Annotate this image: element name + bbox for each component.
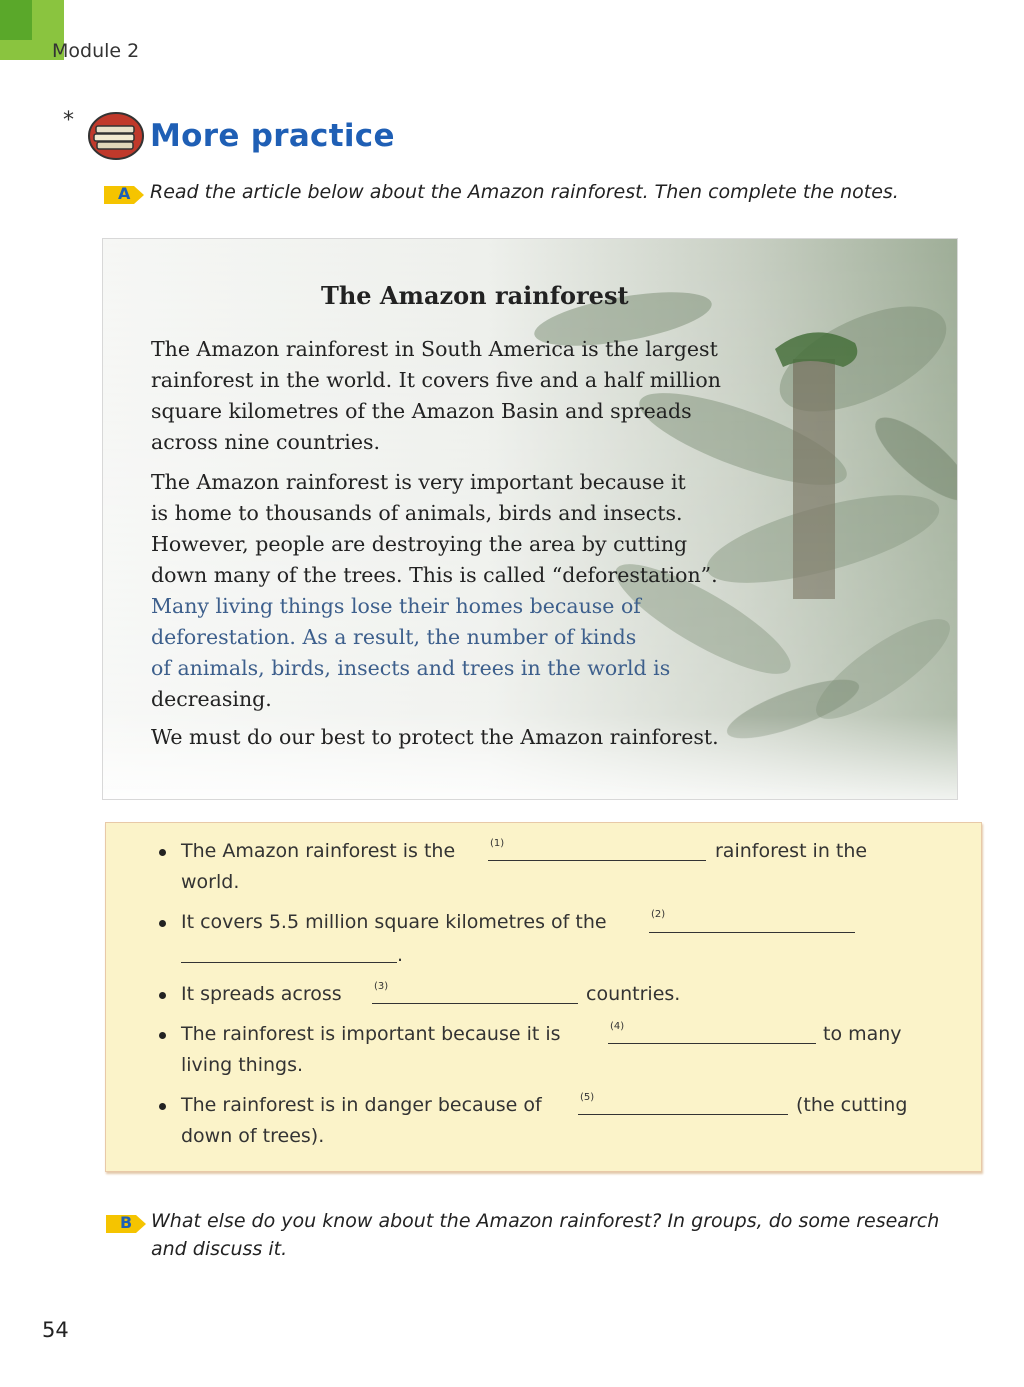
article-line: down many of the trees. This is called “deforestation”. [151,563,718,587]
article-line: square kilometres of the Amazon Basin and spreads [151,399,692,423]
article-line: Many living things lose their homes because of [151,594,641,618]
article-line: We must do our best to protect the Amazon rainforest. [151,725,719,749]
bullet-dot [159,849,166,856]
bullet-dot [159,920,166,927]
page-number: 54 [42,1318,69,1342]
note-4-continued: living things. [181,1054,304,1076]
article-line: rainforest in the world. It covers five and a half million [151,368,721,392]
books-icon [88,110,144,160]
article-paragraph-3 [151,722,811,753]
article-line: deforestation. As a result, the number of kinds [151,625,637,649]
article-panel [102,238,958,800]
article-line: of animals, birds, insects and trees in the world is [151,656,671,680]
answer-blank-2-continued[interactable] [181,962,397,963]
bullet-dot [159,992,166,999]
asterisk-marker: * [63,108,74,133]
article-title: The Amazon rainforest [321,281,629,310]
note-1-after: rainforest in the [715,840,868,862]
answer-blank-3[interactable] [372,1003,578,1004]
article-paragraph-1 [151,334,811,458]
article-paragraph-2 [151,467,811,715]
note-5-text: The rainforest is in danger because of [181,1094,542,1116]
module-label: Module 2 [52,40,140,62]
article-line: The Amazon rainforest is very important because it [151,470,686,494]
answer-blank-4[interactable] [608,1043,816,1044]
article-line: The Amazon rainforest in South America is the largest [151,337,718,361]
bullet-dot [159,1103,166,1110]
note-5-after: (the cutting [796,1094,908,1116]
blank-number-4: (4) [610,1021,625,1032]
answer-blank-1[interactable] [488,860,706,861]
task-b-instruction-line1: What else do you know about the Amazon rainforest? In groups, do some research [151,1210,940,1232]
note-2-text: It covers 5.5 million square kilometres of the [181,911,607,933]
answer-blank-5[interactable] [578,1114,788,1115]
section-title: More practice [150,118,395,154]
article-line: is home to thousands of animals, birds and insects. [151,501,683,525]
article-line: across nine countries. [151,430,381,454]
note-3-after: countries. [586,983,681,1005]
note-1-text: The Amazon rainforest is the [181,840,456,862]
blank-number-5: (5) [580,1092,595,1103]
note-4-text: The rainforest is important because it is [181,1023,561,1045]
task-a-badge: A [104,184,146,206]
answer-blank-2[interactable] [649,932,855,933]
note-4-after: to many [823,1023,902,1045]
task-a-instruction: Read the article below about the Amazon rainforest. Then complete the notes. [150,181,899,203]
task-b-instruction-line2: and discuss it. [151,1238,288,1260]
blank-number-3: (3) [374,981,389,992]
note-3-text: It spreads across [181,983,342,1005]
blank-number-1: (1) [490,838,505,849]
task-b-badge: B [106,1213,148,1235]
blank-number-2: (2) [651,909,666,920]
corner-color-block-dark [0,0,32,40]
note-2-period: . [397,944,404,966]
note-1-continued: world. [181,871,240,893]
bullet-dot [159,1032,166,1039]
note-5-continued: down of trees). [181,1125,325,1147]
article-line: decreasing. [151,687,272,711]
article-line: However, people are destroying the area by cutting [151,532,688,556]
